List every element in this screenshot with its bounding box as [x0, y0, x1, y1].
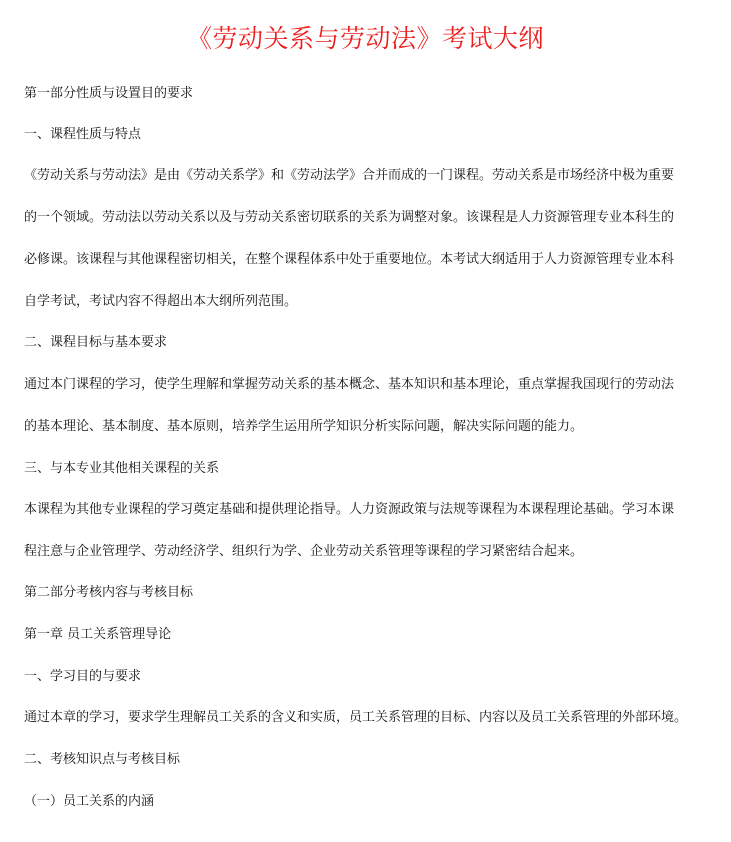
paragraph-line: 必修课。该课程与其他课程密切相关，在整个课程体系中处于重要地位。本考试大纲适用于人力资源管理专业本科: [24, 252, 675, 267]
section-heading-objectives: 一、学习目的与要求: [24, 669, 142, 684]
paragraph-line: 程注意与企业管理学、劳动经济学、组织行为学、企业劳动关系管理等课程的学习紧密结合起来。: [24, 544, 584, 559]
part-one-heading: 第一部分性质与设置目的要求: [24, 86, 194, 101]
part-two-heading: 第二部分考核内容与考核目标: [24, 585, 194, 600]
paragraph-line: 的一个领域。劳动法以劳动关系以及与劳动关系密切联系的关系为调整对象。该课程是人力资源管理专业本科生的: [24, 210, 675, 225]
paragraph-line: 《劳动关系与劳动法》是由《劳动关系学》和《劳动法学》合并而成的一门课程。劳动关系是市场经济中极为重要: [24, 168, 675, 183]
paragraph-line: 本课程为其他专业课程的学习奠定基础和提供理论指导。人力资源政策与法规等课程为本课程理论基础。学习本课: [24, 502, 675, 517]
document-title: 《劳动关系与劳动法》考试大纲: [186, 24, 544, 53]
paragraph-line: 通过本门课程的学习，使学生理解和掌握劳动关系的基本概念、基本知识和基本理论，重点掌握我国现行的劳动法: [24, 377, 675, 392]
section-heading-goals: 二、课程目标与基本要求: [24, 335, 168, 350]
paragraph-line: 通过本章的学习，要求学生理解员工关系的含义和实质，员工关系管理的目标、内容以及员工关系管理的外部环境。: [24, 710, 688, 725]
section-heading-nature: 一、课程性质与特点: [24, 127, 142, 142]
subsection-heading: （一）员工关系的内涵: [24, 794, 155, 809]
paragraph-line: 的基本理论、基本制度、基本原则，培养学生运用所学知识分析实际问题，解决实际问题的能力。: [24, 419, 584, 434]
paragraph-line: 自学考试，考试内容不得超出本大纲所列范围。: [24, 294, 298, 309]
section-heading-relations: 三、与本专业其他相关课程的关系: [24, 461, 220, 476]
chapter-heading: 第一章 员工关系管理导论: [24, 627, 172, 642]
section-heading-knowledge: 二、考核知识点与考核目标: [24, 752, 181, 767]
